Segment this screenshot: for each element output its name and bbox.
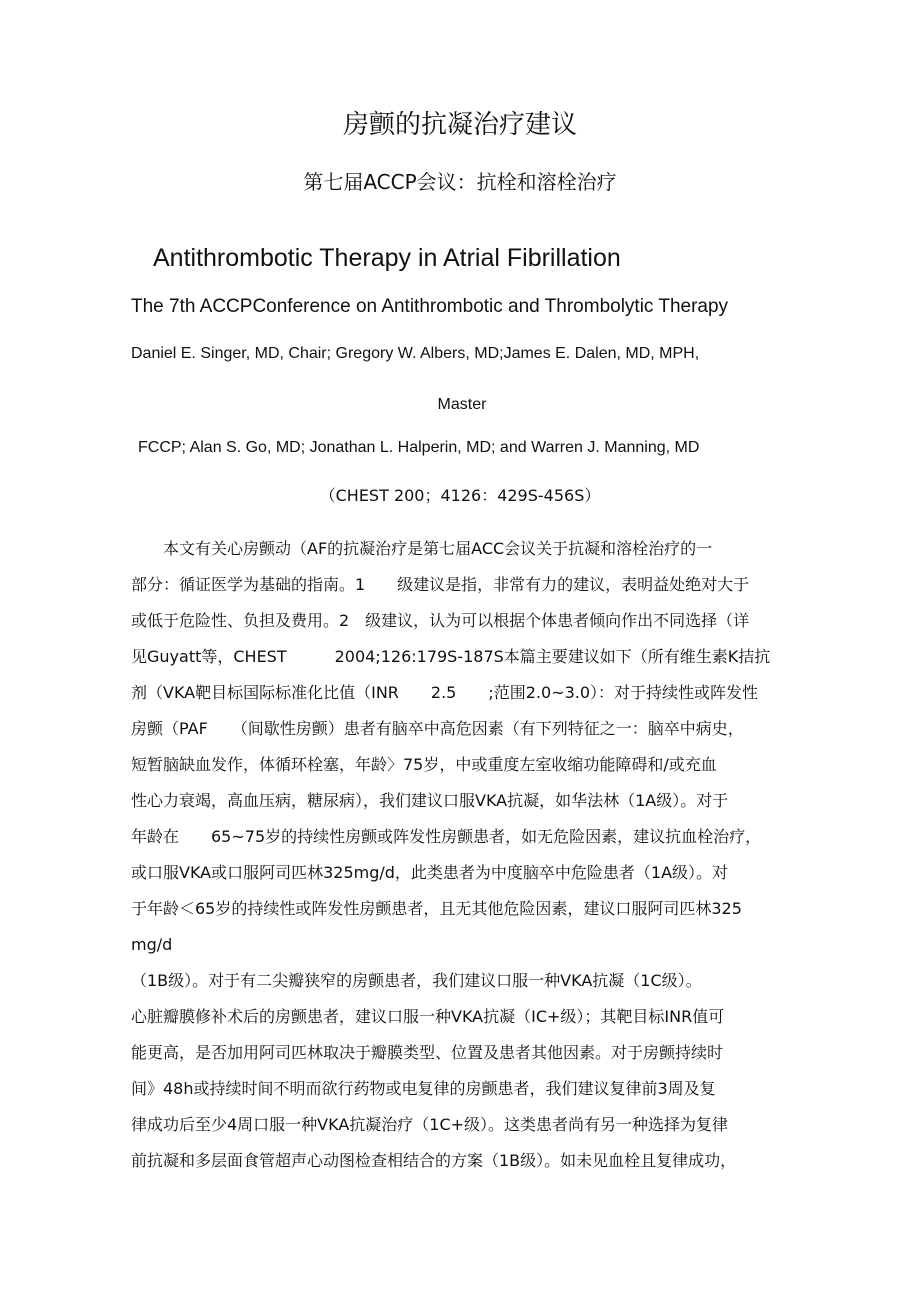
body-text-line: 心脏瓣膜修补术后的房颤患者，建议口服一种VKA抗凝（IC+级）；其靶目标INR值可 — [131, 1007, 725, 1026]
body-text-line: 见Guyatt等，CHEST 2004;126:179S-187S本篇主要建议如下（所有维生素K拮抗 — [131, 647, 771, 666]
body-text-line: 本文有关心房颤动（AF的抗凝治疗是第七届ACC会议关于抗凝和溶栓治疗的一 — [131, 539, 713, 558]
body-text-line: 律成功后至少4周口服一种VKA抗凝治疗（1C+级）。这类患者尚有另一种选择为复律 — [131, 1115, 729, 1134]
authors-line: Daniel E. Singer, MD, Chair; Gregory W. Albers, MD;James E. Dalen, MD, MPH, — [131, 345, 700, 362]
body-text-line: 部分：循证医学为基础的指南。1 级建议是指，非常有力的建议，表明益处绝对大于 — [131, 575, 750, 594]
citation: （CHEST 200；4126：429S-456S） — [319, 486, 601, 505]
document-subtitle-en: The 7th ACCPConference on Antithrombotic and Thrombolytic Therapy — [131, 296, 729, 317]
authors-line: FCCP; Alan S. Go, MD; Jonathan L. Halperin, MD; and Warren J. Manning, MD — [138, 439, 700, 456]
body-text-line: 间》48h或持续时间不明而欲行药物或电复律的房颤患者，我们建议复律前3周及复 — [131, 1079, 716, 1098]
body-text-line: 性心力衰竭，高血压病，糖尿病），我们建议口服VKA抗凝，如华法林（1A级）。对于 — [131, 791, 729, 810]
document-title-cn: 房颤的抗凝治疗建议 — [342, 110, 577, 140]
body-text-line: 房颤（PAF （间歇性房颤）患者有脑卒中高危因素（有下列特征之一：脑卒中病史， — [131, 719, 744, 738]
authors-line: Master — [437, 396, 487, 413]
body-text-line: 或口服VKA或口服阿司匹林325mg/d，此类患者为中度脑卒中危险患者（1A级）。对 — [131, 863, 729, 882]
body-text-line: 于年龄＜65岁的持续性或阵发性房颤患者，且无其他危险因素，建议口服阿司匹林325 — [131, 899, 742, 918]
document-subtitle-cn: 第七届ACCP会议：抗栓和溶栓治疗 — [303, 170, 617, 194]
document-title-en: Antithrombotic Therapy in Atrial Fibrillation — [153, 244, 621, 272]
body-text-line: 剂（VKA靶目标国际标准化比值（INR 2.5 ;范围2.0~3.0）：对于持续性或阵发性 — [131, 683, 759, 702]
body-text-line: 年龄在 65~75岁的持续性房颤或阵发性房颤患者，如无危险因素，建议抗血栓治疗， — [131, 827, 762, 846]
body-text-line: 前抗凝和多层面食管超声心动图检查相结合的方案（1B级）。如未见血栓且复律成功， — [131, 1151, 737, 1170]
body-text-line: （1B级）。对于有二尖瓣狭窄的房颤患者，我们建议口服一种VKA抗凝（1C级）。 — [131, 971, 702, 990]
body-text-line: mg/d — [131, 935, 173, 954]
body-text-line: 或低于危险性、负担及费用。2 级建议，认为可以根据个体患者倾向作出不同选择（详 — [131, 611, 750, 630]
body-text-line: 短暂脑缺血发作，体循环栓塞，年龄〉75岁，中或重度左室收缩功能障碍和/或充血 — [131, 755, 717, 774]
body-text-line: 能更高，是否加用阿司匹林取决于瓣膜类型、位置及患者其他因素。对于房颤持续时 — [131, 1043, 724, 1062]
